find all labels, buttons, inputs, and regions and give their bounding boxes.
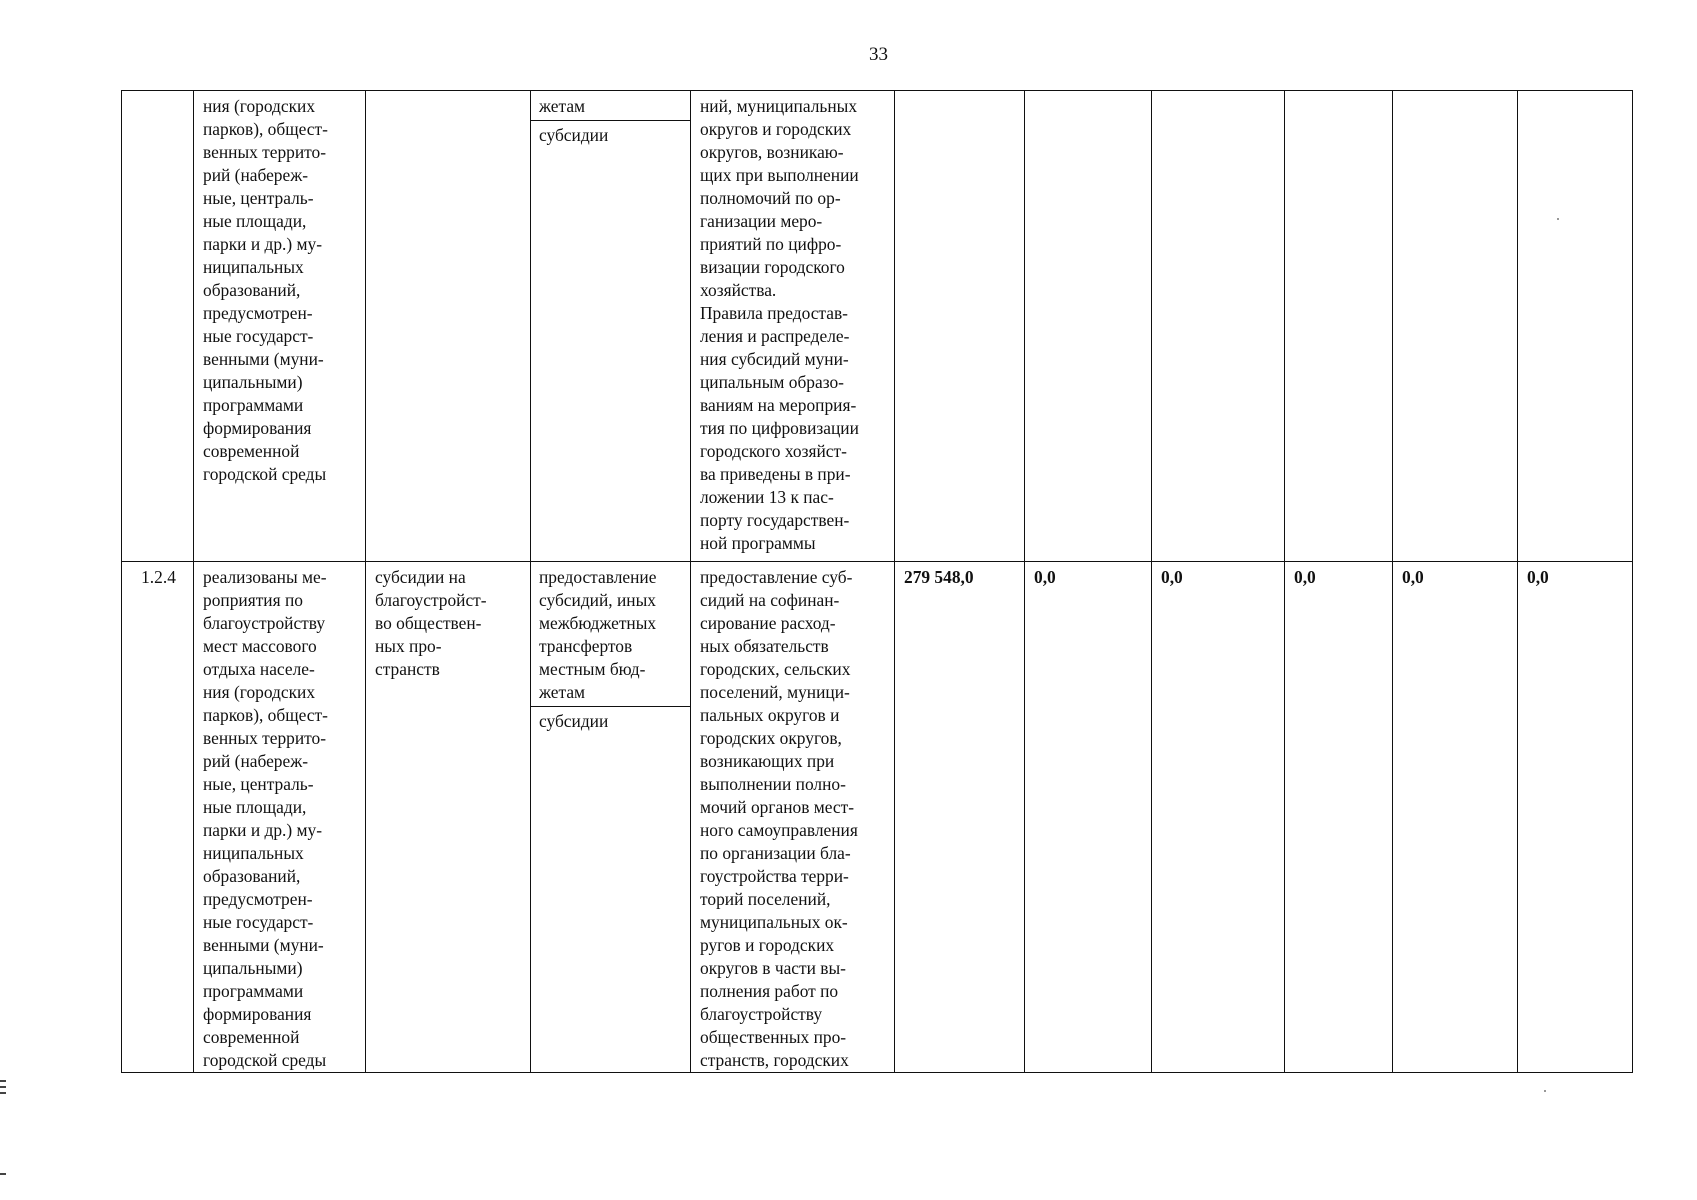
description-cell: предоставление суб- сидий на софинан- сирование расход- ных обязательств городских, сельских поселений, муници- пальных округов и городских округов, возникающих при выполнении полно- мочий органов мест- ного самоуправления по организации бла- гоустройства терри- торий поселений, муниципальных ок- ругов и городских округов в части вы- полнения работ по благоустройству общественных про- странств, городских	[691, 562, 895, 1073]
scan-edge-mark	[0, 1173, 6, 1175]
result-cell: ния (городских парков), общест- венных террито- рий (набереж- ные, централь- ные площади, парки и др.) му- ниципальных образований, предусмотрен- ные государст- венными (муни- ципальными) программами формирования современной городской среды	[194, 91, 366, 562]
value-cell: 0,0	[1518, 562, 1633, 1073]
value-cell	[1393, 91, 1518, 562]
program-table	[121, 90, 1633, 1073]
code-cell: 1.2.4	[122, 562, 194, 1073]
description-cell: ний, муниципальных округов и городских округов, возникаю- щих при выполнении полномочий по ор- ганизации меро- приятий по цифро- визации городского хозяйства. Правила предостав- ления и распределе- ния субсидий муни- ципальным образо- ваниям на мероприя- тия по цифровизации городского хозяйст- ва приведены в при- ложении 13 к пас- порту государствен- ной программы	[691, 91, 895, 562]
value-cell	[1285, 91, 1393, 562]
value-cell: 0,0	[1025, 562, 1152, 1073]
value-cell: 0,0	[1152, 562, 1285, 1073]
mechanism-form: субсидии	[539, 125, 609, 145]
scan-edge-mark	[0, 1092, 6, 1094]
value-cell: 279 548,0	[895, 562, 1025, 1073]
scan-speck	[1544, 1090, 1546, 1092]
result-cell: реализованы ме- роприятия по благоустройству мест массового отдыха населе- ния (городских парков), общест- венных террито- рий (набереж- ные, централь- ные площади, парки и др.) му- ниципальных образований, предусмотрен- ные государст- венными (муни- ципальными) программами формирования современной городской среды	[194, 562, 366, 1073]
code-cell	[122, 91, 194, 562]
mechanism-cell	[531, 91, 691, 562]
value-cell	[895, 91, 1025, 562]
value-cell: 0,0	[1393, 562, 1518, 1073]
scan-edge-mark	[0, 1080, 6, 1082]
mechanism-transfer: предоставление субсидий, иных межбюджетных трансфертов местным бюд- жетам	[531, 562, 690, 707]
mechanism-form: субсидии	[539, 711, 609, 731]
scan-edge-mark	[0, 1086, 6, 1088]
table-row	[122, 91, 1633, 562]
mechanism-cell	[531, 562, 691, 1073]
page-number: 33	[869, 44, 888, 65]
value-cell	[1025, 91, 1152, 562]
type-cell: субсидии на благоустройст- во обществен- ных про- странств	[366, 562, 531, 1073]
mechanism-transfer: жетам	[531, 91, 690, 121]
value-cell: 0,0	[1285, 562, 1393, 1073]
scan-speck	[1557, 218, 1559, 220]
value-cell	[1152, 91, 1285, 562]
table-row	[122, 562, 1633, 1073]
value-cell	[1518, 91, 1633, 562]
type-cell	[366, 91, 531, 562]
